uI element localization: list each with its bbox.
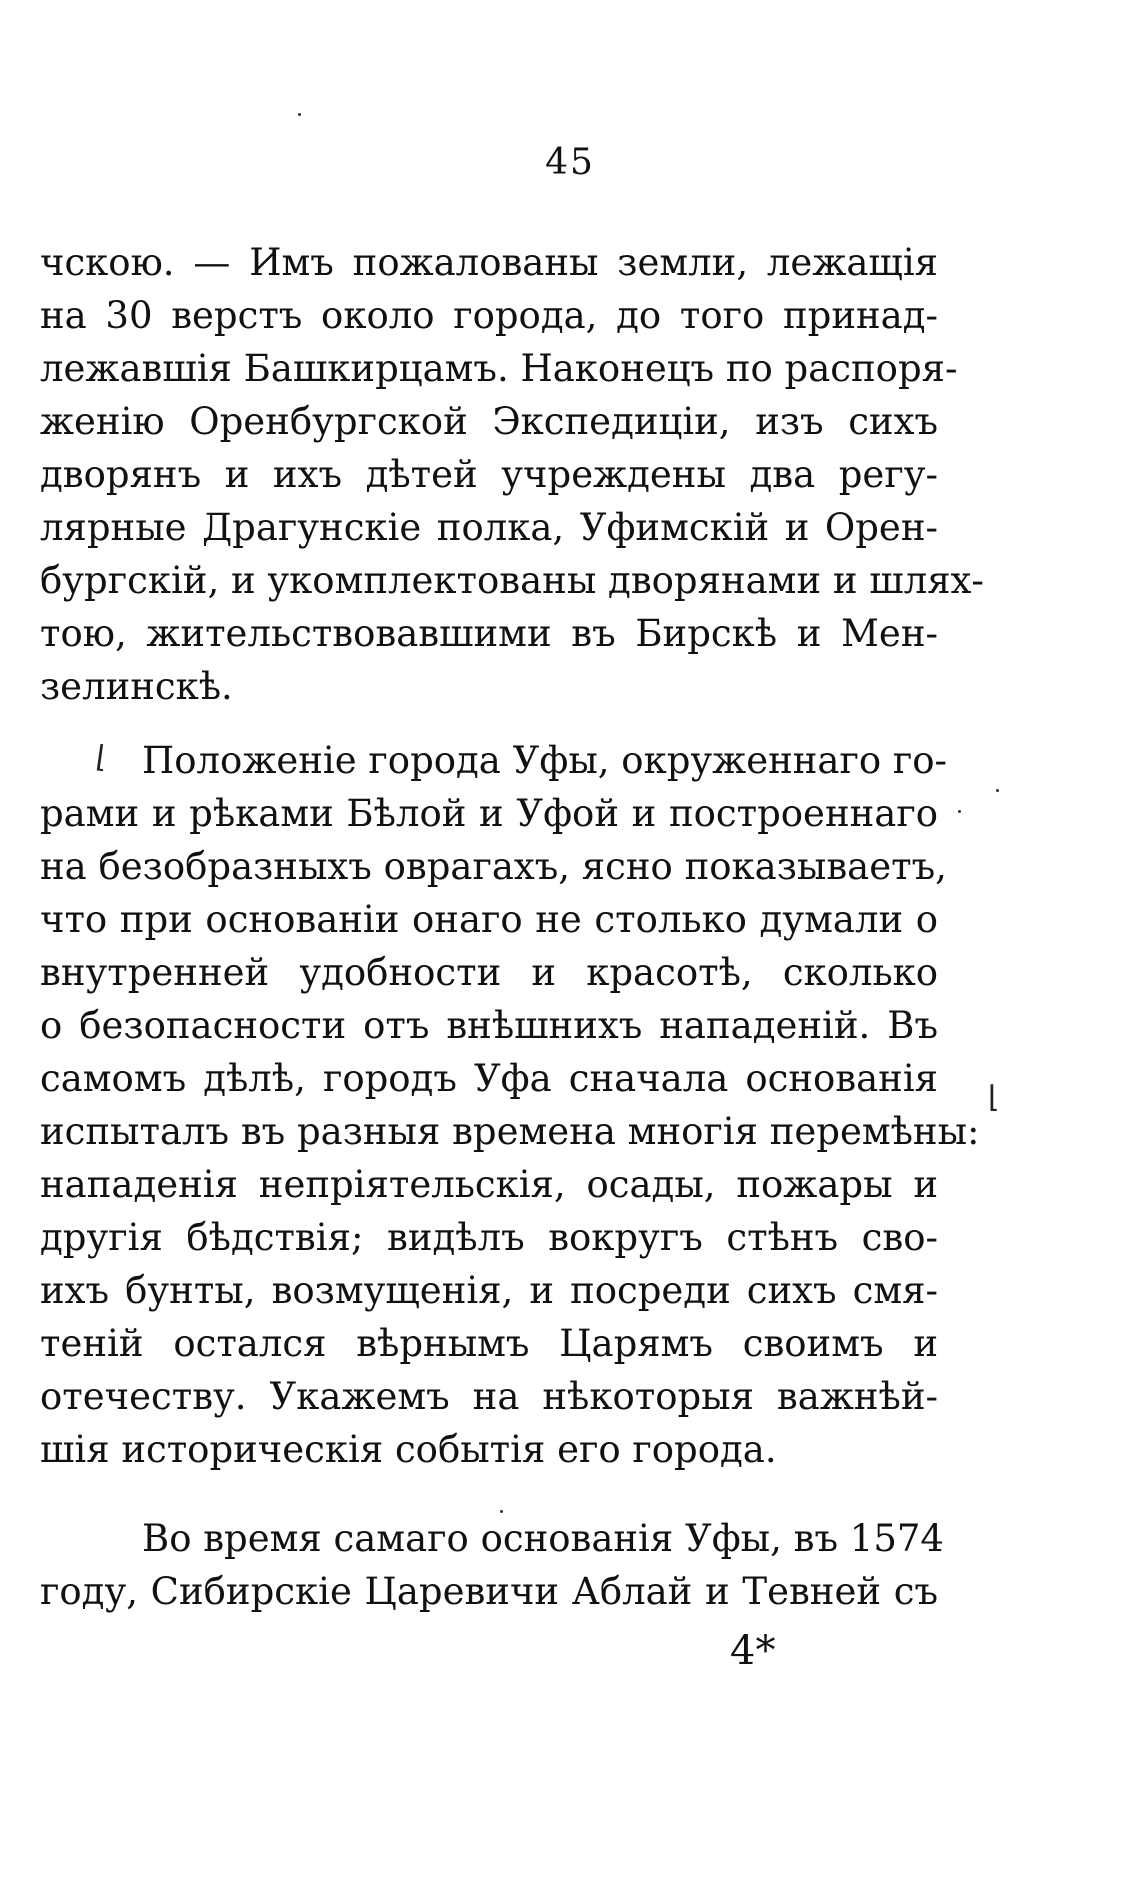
- text-line: самомъ дѣлѣ, городъ Уфа сначала основанія: [40, 1057, 938, 1100]
- text-line: чскою. — Имъ пожалованы земли, лежащія: [40, 241, 938, 284]
- text-line: зелинскѣ.: [40, 665, 233, 708]
- text-line: тою, жительствовавшими въ Бирскѣ и Мен-: [40, 612, 938, 655]
- speck: [958, 810, 961, 813]
- speck: [298, 113, 301, 116]
- text-line: году, Сибирскіе Царевичи Аблай и Тевней съ: [40, 1570, 938, 1613]
- text-line: внутренней удобности и красотѣ, сколько: [40, 951, 938, 994]
- text-line: лярные Драгунскіе полка, Уфимскій и Орен-: [40, 506, 938, 549]
- text-line: Положеніе города Уфы, окруженнаго го-: [142, 739, 948, 782]
- speck: [996, 789, 999, 792]
- pencil-mark-icon: ⌊: [93, 739, 111, 776]
- text-line: шія историческія событія его города.: [40, 1428, 777, 1471]
- text-line: дворянъ и ихъ дѣтей учреждены два регу-: [40, 453, 938, 496]
- text-line: о безопасности отъ внѣшнихъ нападеній. Въ: [40, 1004, 938, 1047]
- page-number: 45: [545, 142, 595, 183]
- signature-mark: 4*: [730, 1628, 776, 1674]
- text-line: женію Оренбургской Экспедиціи, изъ сихъ: [40, 400, 938, 443]
- text-line: что при основаніи онаго не столько думали о: [40, 898, 938, 941]
- text-line: отечеству. Укажемъ на нѣкоторыя важнѣй-: [40, 1375, 938, 1418]
- pencil-mark-icon: ⌊: [988, 1080, 1000, 1115]
- text-line: другія бѣдствія; видѣлъ вокругъ стѣнъ сво-: [40, 1216, 938, 1259]
- text-line: теній остался вѣрнымъ Царямъ своимъ и: [40, 1322, 938, 1365]
- text-line: ихъ бунты, возмущенія, и посреди сихъ смя-: [40, 1269, 938, 1312]
- text-line: Во время самаго основанія Уфы, въ 1574: [142, 1517, 944, 1560]
- text-line: на 30 верстъ около города, до того принад-: [40, 294, 938, 337]
- text-line: лежавшія Башкирцамъ. Наконецъ по распоря-: [40, 347, 958, 390]
- speck: [500, 1510, 503, 1513]
- text-line: на безобразныхъ оврагахъ, ясно показываетъ,: [40, 845, 947, 888]
- text-line: испыталъ въ разныя времена многія перемѣны:: [40, 1110, 980, 1153]
- text-line: рами и рѣками Бѣлой и Уфой и построеннаго: [40, 792, 938, 835]
- text-line: бургскій, и укомплектованы дворянами и шлях-: [40, 559, 984, 602]
- text-line: нападенія непріятельскія, осады, пожары и: [40, 1163, 938, 1206]
